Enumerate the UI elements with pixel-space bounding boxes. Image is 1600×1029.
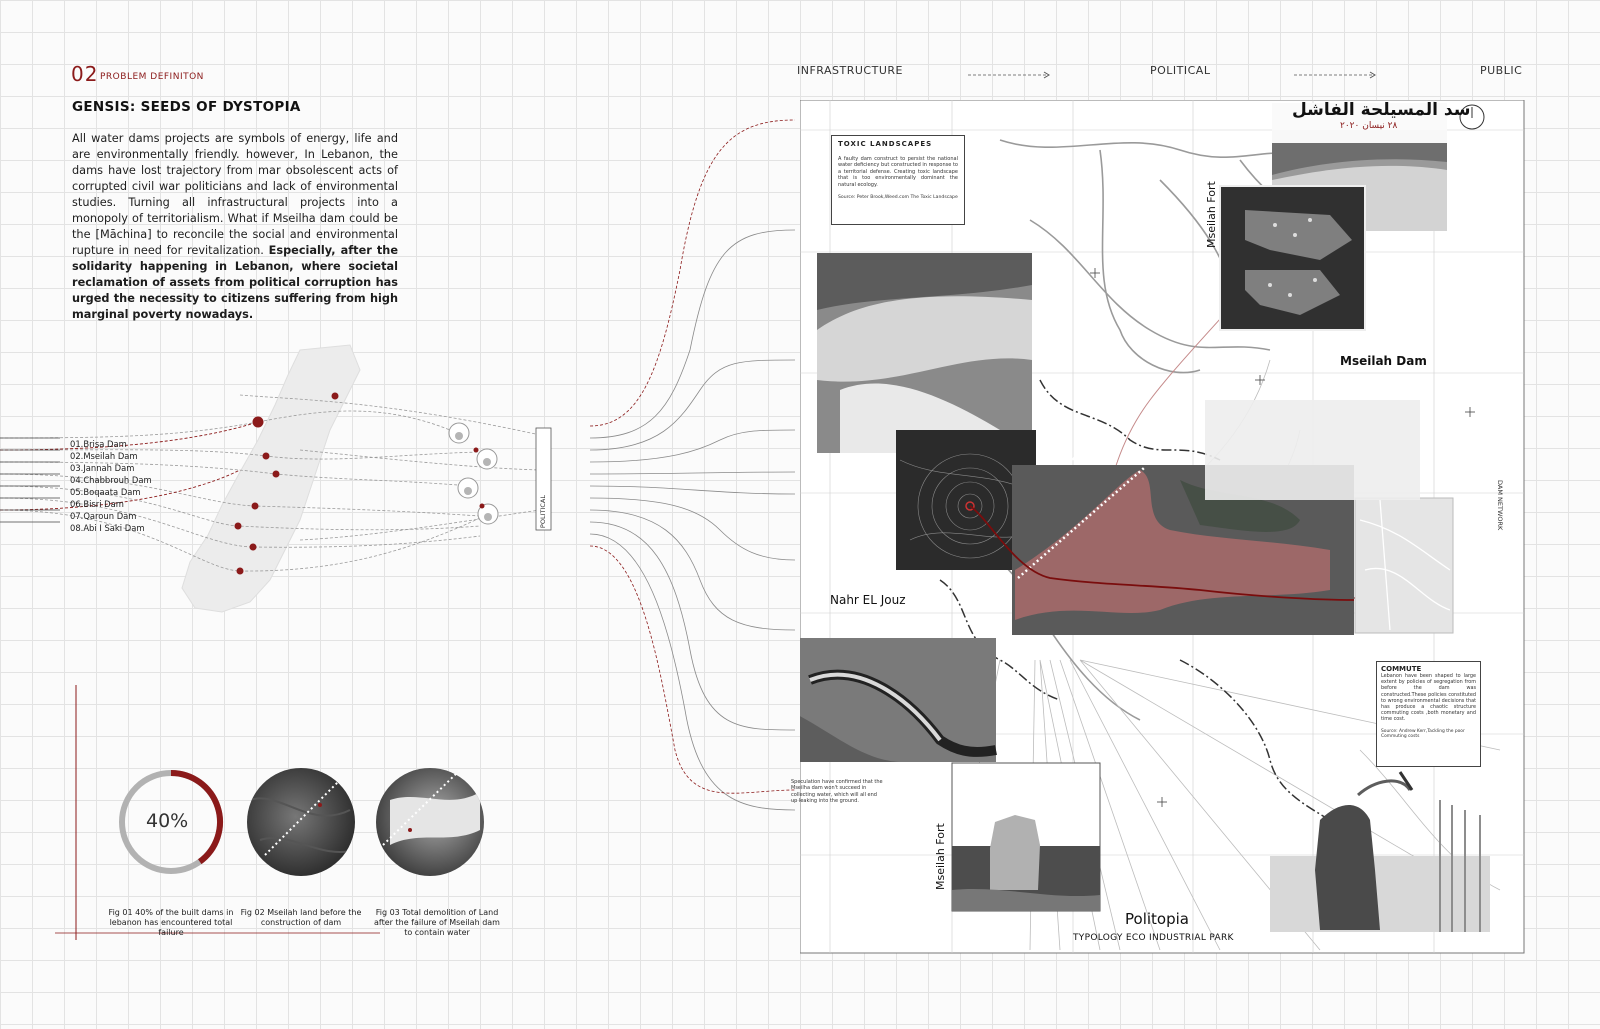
dam-list-item: 03.Jannah Dam xyxy=(70,463,135,473)
column-political: POLITICAL xyxy=(1150,64,1211,77)
figure-caption-3: Fig 03 Total demolition of Land after the failure of Mseilah dam to contain water xyxy=(374,908,500,937)
connector-curves xyxy=(590,110,810,830)
dam-list-item: 06.Bisri Dam xyxy=(70,499,124,509)
typology-label: TYPOLOGY ECO INDUSTRIAL PARK xyxy=(1073,933,1234,943)
section-number: 02 xyxy=(71,62,99,86)
urban-map-detail xyxy=(1355,498,1453,633)
toxic-landscapes-body: A faulty dam construct to persist the national water deficiency but constructed in response to a territorial defense. Creating toxic landscape that is too environmentally dominant the natural ecology. xyxy=(838,156,958,188)
toxic-landscapes-source: Source: Peter Brook,Weed.com The Toxic Landscape xyxy=(838,195,958,201)
column-infrastructure: INFRASTRUCTURE xyxy=(797,64,903,77)
dam-marker[interactable] xyxy=(253,417,264,428)
speculation-note: Speculation have confirmed that the Mseilha dam won't succeed in collecting water, which will all end up leaking into the ground. xyxy=(791,779,883,805)
commute-source: Source: Andrew Kerr,Tackling the poor Commuting costs xyxy=(1381,728,1465,739)
political-label: POLITICAL xyxy=(539,495,547,529)
politopia-label: Politopia xyxy=(1125,910,1189,928)
person-icon xyxy=(483,458,491,466)
connector-line xyxy=(590,360,795,450)
dam-list-item: 08.Abi I Saki Dam xyxy=(70,523,145,533)
intro-paragraph-2: Especially, after the solidarity happening in Lebanon, where societal reclamation of assets from political corruption has urged the necessity to citizens suffering from high marginal poverty nowadays. xyxy=(72,244,399,321)
commute-panel xyxy=(1376,661,1481,767)
dam-list-item: 04.Chabbrouh Dam xyxy=(70,475,152,485)
dam-marker[interactable] xyxy=(235,523,242,530)
column-arrows xyxy=(960,68,1380,82)
figure-caption-2: Fig 02 Mseilah land before the construction of dam xyxy=(240,908,362,927)
network-curve xyxy=(0,411,450,438)
figure-strip xyxy=(50,680,570,940)
dam-marker[interactable] xyxy=(263,453,270,460)
arabic-date: ٢٨ نيسان ٢٠٢٠ xyxy=(1340,121,1398,131)
dam-marker[interactable] xyxy=(237,568,244,575)
figure-caption-1: Fig 01 40% of the built dams in lebanon has encountered total failure xyxy=(108,908,234,937)
nahr-el-jouz-label: Nahr EL Jouz xyxy=(830,593,906,607)
dam-marker[interactable] xyxy=(252,503,259,510)
page-title: GENSIS: SEEDS OF DYSTOPIA xyxy=(72,99,301,115)
dam-list-item: 07.Qaroun Dam xyxy=(70,511,137,521)
connector-line xyxy=(590,534,795,810)
commute-title: COMMUTE xyxy=(1381,665,1422,673)
connector-line xyxy=(590,230,795,438)
aerial-photo-before xyxy=(247,768,355,876)
section-label: PROBLEM DEFINITON xyxy=(100,72,204,82)
connector-line xyxy=(590,510,795,630)
column-public: PUBLIC xyxy=(1480,64,1523,77)
toxic-landscapes-panel xyxy=(831,135,965,225)
intro-text xyxy=(72,131,398,323)
site-map xyxy=(800,100,1525,955)
person-icon xyxy=(464,487,472,495)
mseilah-fort-label-bottom: Mseilah Fort xyxy=(934,823,947,890)
dam-list-item: 01.Brisa Dam xyxy=(70,439,127,449)
toxic-landscapes-title: TOXIC LANDSCAPES xyxy=(838,140,933,148)
lebanon-silhouette xyxy=(182,345,360,612)
dam-list-item: 05.Boqaata Dam xyxy=(70,487,141,497)
intro-paragraph-1: All water dams projects are symbols of energy, life and are environmentally friendly. however, In Lebanon, the dams have lost trajectory from mar obsolescent acts of corrupted civil war politicians and lack of environmental studies. Turning all infrastructural projects into a monopoly of territorialism. What if Mseilha dam could be the [Māchina] to reconcile the social and environmental rupture in need for revitalization. xyxy=(72,132,398,257)
network-curve xyxy=(300,510,540,540)
mseilah-fort-label-top: Mseilah Fort xyxy=(1205,181,1218,248)
mseilah-dam-label: Mseilah Dam xyxy=(1340,354,1427,368)
stat-percent: 40% xyxy=(146,810,189,832)
dam-marker[interactable] xyxy=(332,393,339,400)
dam-list xyxy=(70,438,152,534)
connector-line xyxy=(590,522,795,730)
connector-line xyxy=(590,498,795,560)
farmer-photo xyxy=(1270,856,1490,932)
dam-network-label: DAM NETWORK xyxy=(1496,480,1504,531)
dam-marker[interactable] xyxy=(273,471,280,478)
person-icon xyxy=(484,513,492,521)
dam-marker[interactable] xyxy=(250,544,257,551)
connector-line xyxy=(590,472,795,474)
arabic-title: سد المسيلحة الفاشل xyxy=(1292,100,1471,120)
connector-line xyxy=(590,486,795,494)
highlighted-connector xyxy=(590,120,795,426)
commute-body: Lebanon have been shaped to large extent by policies of segregation from before the dam was constructed.These policies constituted to wrong environmental decisions that has produce a chaotic structure commuting costs ,both monetary and time cost. xyxy=(1381,673,1476,723)
person-icon xyxy=(455,432,463,440)
highlighted-connector xyxy=(590,546,795,793)
network-curve xyxy=(300,450,540,470)
dimension-label: 400mx 35m xyxy=(1072,451,1151,465)
dam-list-item: 02.Mseilah Dam xyxy=(70,451,138,461)
